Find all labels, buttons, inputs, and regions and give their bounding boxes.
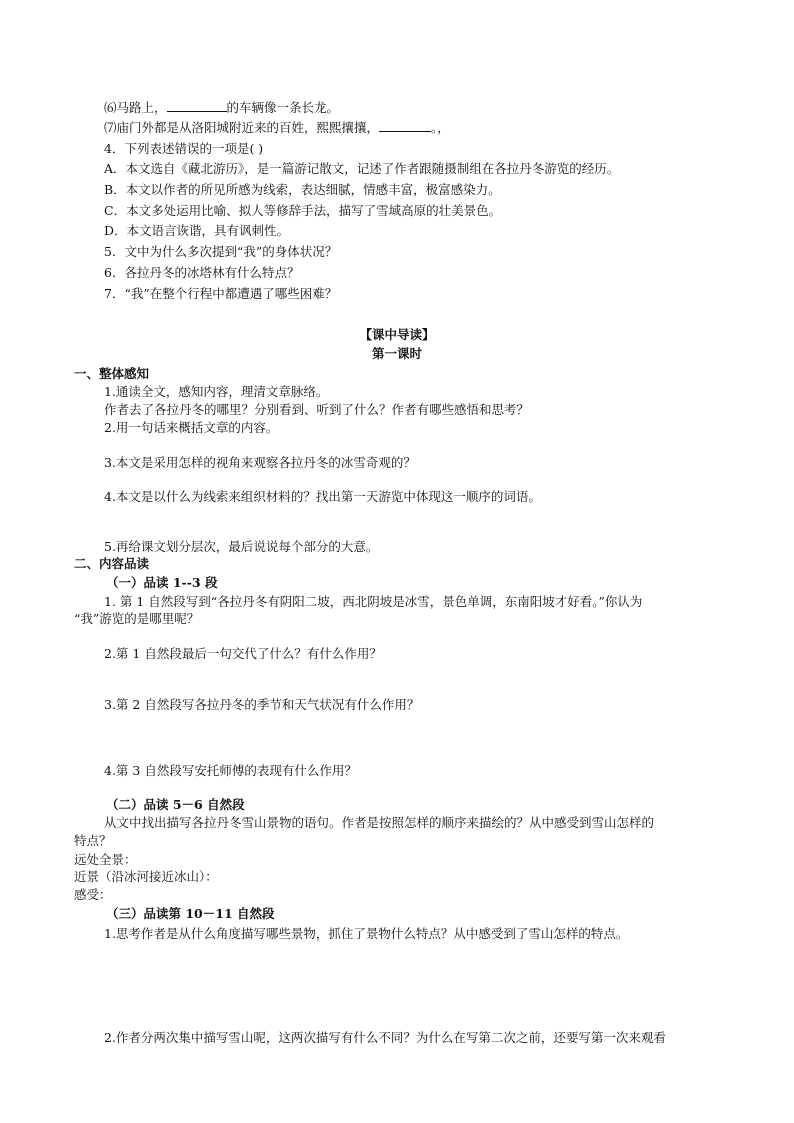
heading-overall-perception: 一、整体感知 <box>74 366 150 381</box>
answer-blank[interactable] <box>379 120 431 132</box>
question-7: 7．“我”在整个行程中都遭遇了哪些困难？ <box>104 286 338 301</box>
question-4-option-a: A．本文选自《藏北游历》，是一篇游记散文，记述了作者跟随摄制组在各拉丹冬游览的经历。 <box>104 161 620 176</box>
question-text: ⑺庙门外都是从洛阳城附近来的百姓，熙熙攘攘， <box>104 120 380 135</box>
overall-q3: 3.本文是采用怎样的视角来观察各拉丹冬的冰雪奇观的？ <box>104 455 416 470</box>
overall-q4: 4.本文是以什么为线索来组织材料的？找出第一天游览中体现这一顺序的词语。 <box>104 489 541 504</box>
question-7-fill-blank <box>104 120 450 136</box>
question-6-fill-blank <box>104 100 339 116</box>
heading-content-reading: 二、内容品读 <box>74 556 150 571</box>
question-text: ⑹马路上， <box>104 100 167 115</box>
part2-feeling-label: 感受： <box>74 887 112 902</box>
part1-q1: 1. 第 1 自然段写到“各拉丹冬有阴阳二坡，西北阴坡是冰雪，景色单调，东南阳坡才好看。”你认为 <box>104 594 643 609</box>
subheading-part-3: （三）品读第 10－11 自然段 <box>106 906 275 921</box>
overall-q2: 2.用一句话来概括文章的内容。 <box>104 420 279 435</box>
overall-q1: 1.通读全文，感知内容，理清文章脉络。 <box>104 384 329 399</box>
question-6: 6．各拉丹冬的冰塔林有什么特点？ <box>104 265 300 280</box>
question-4-option-c: C．本文多处运用比喻、拟人等修辞手法，描写了雪域高原的壮美景色。 <box>104 203 502 218</box>
part3-q1: 1.思考作者是从什么角度描写哪些景物，抓住了景物什么特点？从中感受到了雪山怎样的特点。 <box>104 926 629 941</box>
overall-q1-detail: 作者去了各拉丹冬的哪里？分别看到、听到了什么？作者有哪些感悟和思考？ <box>104 402 530 417</box>
part2-near-view-label: 近景（沿冰河接近冰山）： <box>74 869 218 884</box>
section-title: 【课中导读】 <box>359 327 435 342</box>
question-4-option-d: D．本文语言诙谐，具有讽刺性。 <box>104 223 290 238</box>
question-text: 。， <box>431 120 450 135</box>
question-4-option-b: B．本文以作者的所见所感为线索，表达细腻，情感丰富，极富感染力。 <box>104 182 501 197</box>
subheading-part-2: （二）品读 5－6 自然段 <box>106 797 245 812</box>
subheading-part-1: （一）品读 1--3 段 <box>106 575 218 590</box>
part2-question-continued: 特点？ <box>74 833 112 848</box>
part1-q3: 3.第 2 自然段写各拉丹冬的季节和天气状况有什么作用？ <box>104 697 420 712</box>
part1-q1-continued: “我”游览的是哪里呢？ <box>74 611 200 626</box>
question-4-stem: 4．下列表述错误的一项是( ) <box>104 141 264 156</box>
section-subtitle: 第一课时 <box>371 346 422 361</box>
question-text: 的车辆像一条长龙。 <box>226 100 340 115</box>
part1-q4: 4.第 3 自然段写安托师傅的表现有什么作用？ <box>104 763 357 778</box>
question-5: 5．文中为什么多次提到“我”的身体状况？ <box>104 244 338 259</box>
part2-far-view-label: 远处全景： <box>74 852 137 867</box>
part3-q2: 2.作者分两次集中描写雪山呢，这两次描写有什么不同？为什么在写第二次之前，还要写第一次来观看 <box>104 1030 666 1045</box>
answer-blank[interactable] <box>167 100 227 112</box>
part1-q2: 2.第 1 自然段最后一句交代了什么？有什么作用？ <box>104 646 382 661</box>
overall-q5: 5.再给课文划分层次，最后说说每个部分的大意。 <box>104 539 379 554</box>
part2-question: 从文中找出描写各拉丹冬雪山景物的语句。作者是按照怎样的顺序来描绘的？从中感受到雪山怎样的 <box>104 815 655 830</box>
